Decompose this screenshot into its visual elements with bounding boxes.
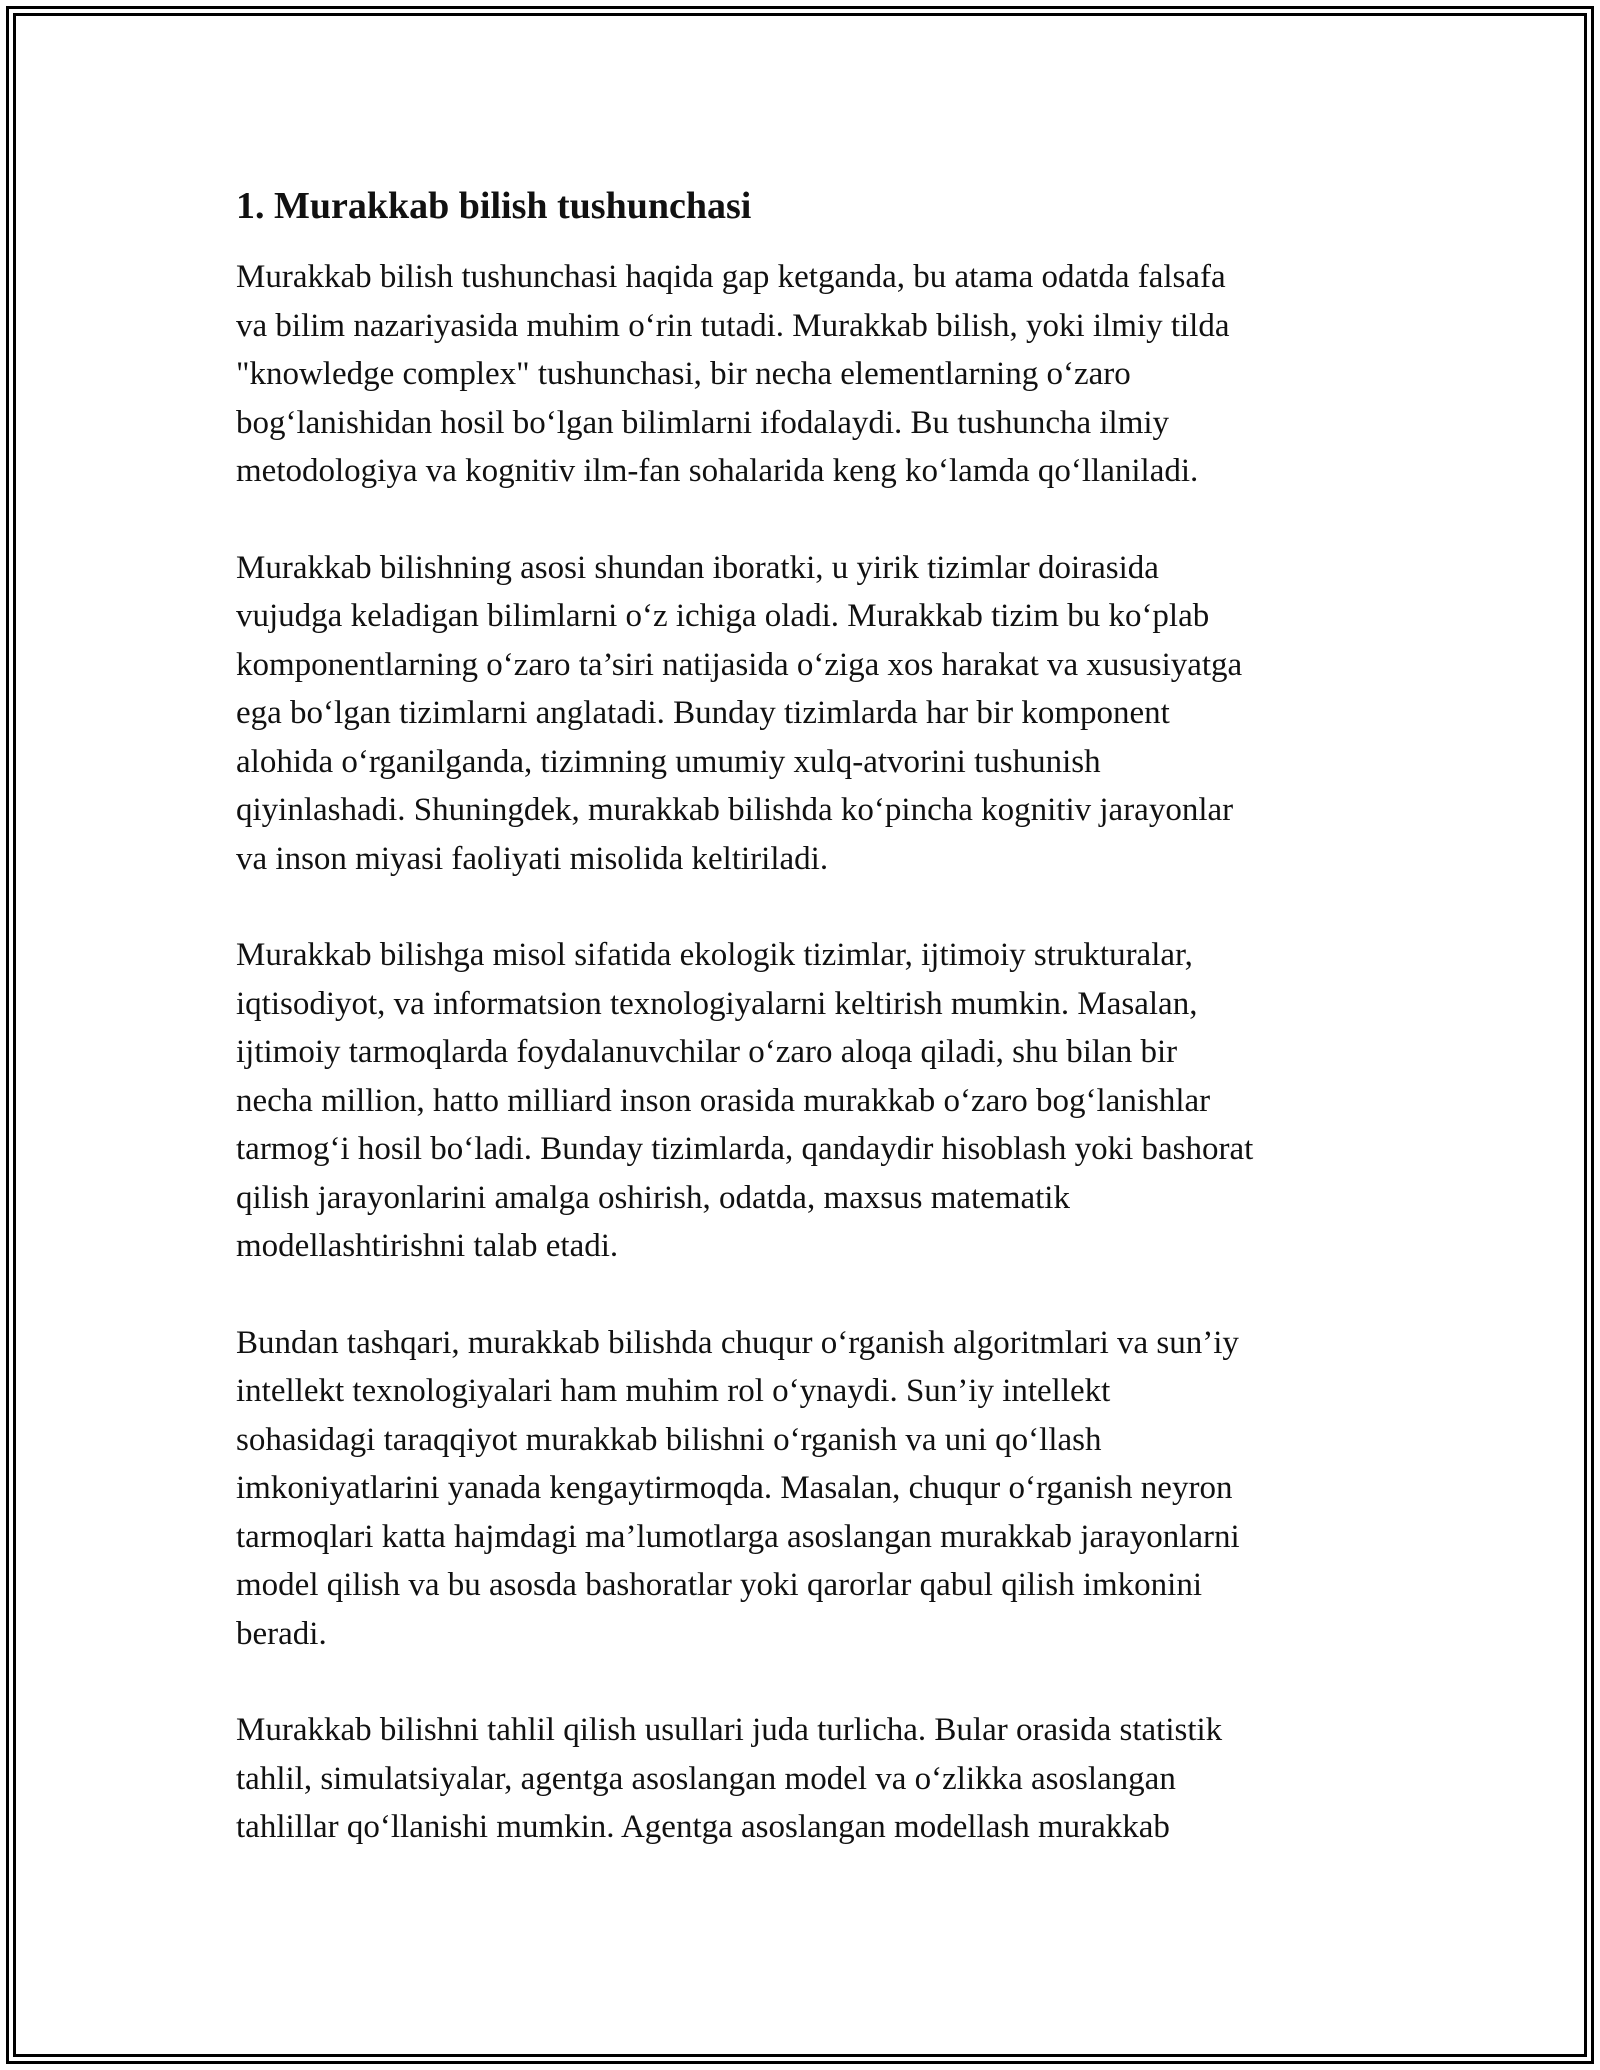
paragraph-line: vujudga keladigan bilimlarni o‘z ichiga oladi. Murakkab tizim bu ko‘plab	[236, 598, 1210, 634]
paragraph-line: Murakkab bilishning asosi shundan iboratki, u yirik tizimlar doirasida	[236, 549, 1159, 586]
paragraph-line: "knowledge complex" tushunchasi, bir necha elementlarning o‘zaro	[236, 356, 1131, 392]
paragraph-line: necha million, hatto milliard inson orasida murakkab o‘zaro bog‘lanishlar	[236, 1082, 1211, 1119]
paragraph-line: intellekt texnologiyalari ham muhim rol o‘ynaydi. Sun’iy intellekt	[236, 1373, 1111, 1409]
paragraph-line: qilish jarayonlarini amalga oshirish, odatda, maxsus matematik	[236, 1179, 1070, 1216]
paragraph-line: komponentlarning o‘zaro ta’siri natijasida o‘ziga xos harakat va xususiyatga	[236, 646, 1243, 683]
paragraph-line: Murakkab bilishni tahlil qilish usullari juda turlicha. Bular orasida statistik	[236, 1712, 1223, 1748]
paragraph-1	[236, 253, 1386, 496]
paragraph-line: Murakkab bilish tushunchasi haqida gap ketganda, bu atama odatda falsafa	[236, 259, 1226, 295]
paragraph-line: tahlillar qo‘llanishi mumkin. Agentga asoslangan modellash murakkab	[236, 1809, 1170, 1845]
paragraph-line: va inson miyasi faoliyati misolida keltiriladi.	[236, 840, 829, 877]
paragraph-line: qiyinlashadi. Shuningdek, murakkab bilishda ko‘pincha kognitiv jarayonlar	[236, 792, 1234, 828]
paragraph-line: ijtimoiy tarmoqlarda foydalanuvchilar o‘zaro aloqa qiladi, shu bilan bir	[236, 1034, 1178, 1070]
paragraph-line: Murakkab bilishga misol sifatida ekologik tizimlar, ijtimoiy strukturalar,	[236, 937, 1193, 973]
paragraph-2	[236, 544, 1386, 884]
paragraph-line: bog‘lanishidan hosil bo‘lgan bilimlarni ifodalaydi. Bu tushuncha ilmiy	[236, 404, 1170, 441]
paragraph-line: ega bo‘lgan tizimlarni anglatadi. Bunday tizimlarda har bir komponent	[236, 695, 1170, 731]
paragraph-line: model qilish va bu asosda bashoratlar yoki qarorlar qabul qilish imkonini	[236, 1567, 1202, 1603]
paragraph-line: imkoniyatlarini yanada kengaytirmoqda. Masalan, chuqur o‘rganish neyron	[236, 1470, 1233, 1506]
paragraph-3	[236, 931, 1386, 1271]
paragraph-5	[236, 1706, 1386, 1852]
paragraph-line: metodologiya va kognitiv ilm-fan sohalarida keng ko‘lamda qo‘llaniladi.	[236, 453, 1199, 489]
document-body	[236, 183, 1386, 1900]
paragraph-line: tahlil, simulatsiyalar, agentga asoslangan model va o‘zlikka asoslangan	[236, 1760, 1176, 1797]
section-heading: 1. Murakkab bilish tushunchasi	[236, 185, 752, 227]
paragraph-line: beradi.	[236, 1615, 327, 1652]
paragraph-line: Bundan tashqari, murakkab bilishda chuqur o‘rganish algoritmlari va sun’iy	[236, 1324, 1239, 1361]
paragraph-line: modellashtirishni talab etadi.	[236, 1228, 619, 1264]
paragraph-line: iqtisodiyot, va informatsion texnologiyalarni keltirish mumkin. Masalan,	[236, 985, 1198, 1022]
paragraph-4	[236, 1319, 1386, 1659]
paragraph-line: sohasidagi taraqqiyot murakkab bilishni o‘rganish va uni qo‘llash	[236, 1421, 1102, 1458]
paragraph-line: tarmoqlari katta hajmdagi ma’lumotlarga asoslangan murakkab jarayonlarni	[236, 1518, 1240, 1555]
paragraph-line: alohida o‘rganilganda, tizimning umumiy xulq-atvorini tushunish	[236, 743, 1101, 780]
paragraph-line: tarmog‘i hosil bo‘ladi. Bunday tizimlarda, qandaydir hisoblash yoki bashorat	[236, 1131, 1254, 1167]
paragraph-line: va bilim nazariyasida muhim o‘rin tutadi. Murakkab bilish, yoki ilmiy tilda	[236, 307, 1230, 344]
